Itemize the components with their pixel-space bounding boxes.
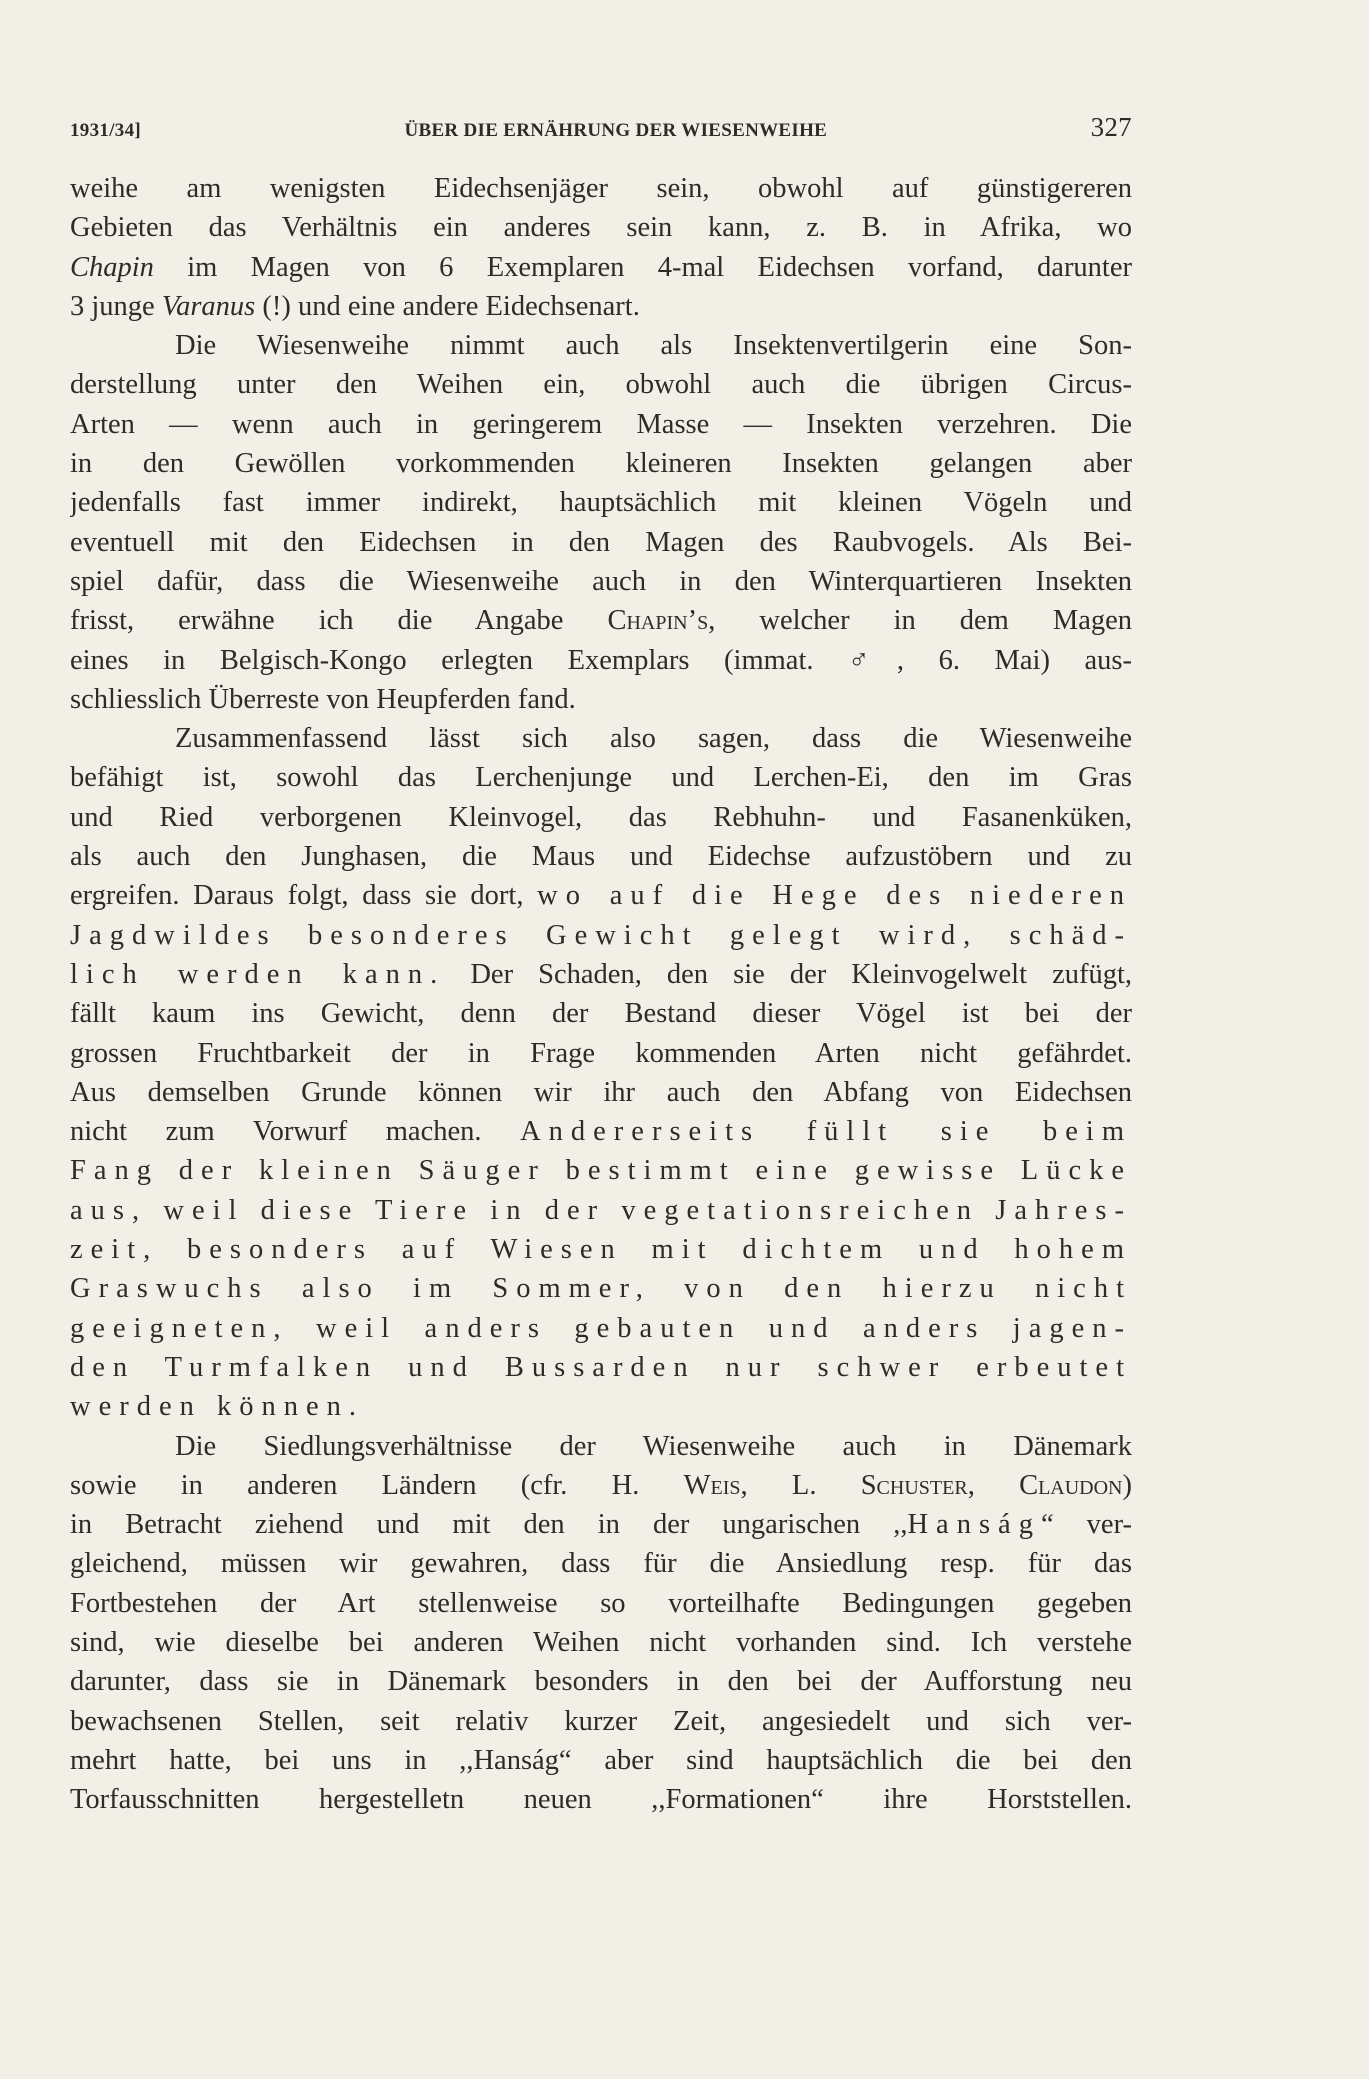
emphasized-text: zeit, besonders auf Wiesen mit dichtem und hohem — [70, 1234, 1132, 1266]
text-line — [70, 1151, 1132, 1190]
text-line — [70, 1230, 1132, 1269]
text-segment: weihe am wenigsten Eidechsenjäger sein, obwohl auf günstigereren — [70, 173, 1132, 204]
emphasized-text: geeigneten, weil anders gebauten und anders jagen- — [70, 1312, 1132, 1344]
text-line — [70, 680, 1132, 719]
header-volume: 1931/34] — [70, 120, 142, 141]
text-line — [70, 1191, 1132, 1230]
running-header — [70, 112, 1132, 143]
emphasized-text: aus, weil diese Tiere in der vegetationsreichen Jahres- — [70, 1194, 1132, 1226]
text-line — [70, 523, 1132, 562]
emphasized-text: Graswuchs also im Sommer, von den hierzu nicht — [70, 1273, 1132, 1305]
emphasized-text: Andererseits füllt sie beim — [520, 1116, 1132, 1148]
text-line — [70, 444, 1132, 483]
text-line — [70, 1623, 1132, 1662]
text-line — [70, 1073, 1132, 1112]
text-segment: nicht zum Vorwurf machen. — [70, 1116, 521, 1148]
text-line — [70, 1584, 1132, 1623]
text-line — [70, 1034, 1132, 1073]
header-title: ÜBER DIE ERNÄHRUNG DER WIESENWEIHE — [404, 120, 828, 141]
text-segment: Der Schaden, den sie der Kleinvogelwelt zufügt, — [445, 958, 1132, 990]
text-line — [70, 1544, 1132, 1583]
text-line — [70, 876, 1132, 915]
text-line — [70, 641, 1132, 680]
author-name: Schuster — [860, 1469, 968, 1501]
text-segment: (!) und eine andere Eidechsenart. — [255, 290, 640, 322]
text-line — [70, 1427, 1132, 1466]
text-segment: “ ver- — [1040, 1509, 1132, 1541]
emphasized-text: lich werden kann. — [70, 958, 446, 990]
text-segment: in den Gewöllen vorkommenden kleineren Insekten gelangen aber — [70, 448, 1132, 480]
italic-name: Chapin — [70, 251, 154, 283]
text-segment: als auch den Junghasen, die Maus und Eidechse aufzustöbern und zu — [70, 841, 1132, 873]
emphasized-text: werden können. — [70, 1391, 365, 1423]
text-segment: Die Wiesenweihe nimmt auch als Insektenvertilgerin eine Son- — [175, 330, 1132, 362]
text-segment: mehrt hatte, bei uns in ,,Hanság“ aber sind hauptsächlich die bei den — [70, 1744, 1132, 1776]
text-line — [70, 1348, 1132, 1387]
text-segment: fällt kaum ins Gewicht, denn der Bestand dieser Vögel ist bei der — [70, 998, 1132, 1030]
text-segment: Arten — wenn auch in geringerem Masse — Insekten verzehren. Die — [70, 408, 1132, 440]
text-segment: bewachsenen Stellen, seit relativ kurzer Zeit, angesiedelt und sich ver- — [70, 1705, 1132, 1737]
text-line — [70, 1112, 1132, 1151]
text-segment: jedenfalls fast immer indirekt, hauptsächlich mit kleinen Vögeln und — [70, 487, 1132, 519]
text-segment: grossen Fruchtbarkeit der in Frage kommenden Arten nicht gefährdet. — [70, 1037, 1132, 1069]
text-segment: ) — [1122, 1469, 1132, 1501]
text-segment: darunter, dass sie in Dänemark besonders in den bei der Aufforstung neu — [70, 1666, 1132, 1698]
text-segment: spiel dafür, dass die Wiesenweihe auch in den Winterquartieren Insekten — [70, 565, 1132, 597]
italic-name: Varanus — [161, 290, 256, 322]
author-name: Chapin’s — [607, 605, 709, 637]
text-segment: Gebieten das Verhältnis ein anderes sein kann, z. B. in Afrika, wo — [70, 212, 1132, 244]
text-segment: ergreifen. Daraus folgt, dass sie dort, — [70, 880, 538, 912]
text-line — [70, 1702, 1132, 1741]
text-line — [70, 365, 1132, 404]
text-line — [70, 287, 1132, 326]
body-text — [70, 169, 1132, 1819]
text-segment: Fortbestehen der Art stellenweise so vorteilhafte Bedingungen gegeben — [70, 1587, 1132, 1619]
text-line — [70, 955, 1132, 994]
text-line — [70, 601, 1132, 640]
text-segment: , L. — [740, 1469, 861, 1501]
page — [70, 112, 1132, 1819]
text-segment: Zusammenfassend lässt sich also sagen, dass die Wiesenweihe — [175, 723, 1132, 755]
emphasized-text: wo auf die Hege des niederen — [537, 880, 1132, 912]
text-line — [70, 169, 1132, 208]
text-line — [70, 994, 1132, 1033]
author-name: Claudon — [1019, 1469, 1123, 1501]
emphasized-text: den Turmfalken und Bussarden nur schwer erbeutet — [70, 1351, 1132, 1383]
text-line — [70, 798, 1132, 837]
text-line — [70, 1505, 1132, 1544]
text-segment: 3 junge — [70, 290, 162, 322]
text-segment: Die Siedlungsverhältnisse der Wiesenweihe auch in Dänemark — [175, 1430, 1132, 1462]
text-segment: Aus demselben Grunde können wir ihr auch den Abfang von Eidechsen — [70, 1076, 1132, 1108]
text-segment: Torfausschnitten hergestelletn neuen ,,Formationen“ ihre Horststellen. — [70, 1784, 1132, 1816]
text-segment: eines in Belgisch-Kongo erlegten Exemplars (immat. ♂, 6. Mai) aus- — [70, 644, 1132, 676]
text-segment: und Ried verborgenen Kleinvogel, das Rebhuhn- und Fasanenküken, — [70, 801, 1132, 833]
text-line — [70, 1780, 1132, 1819]
text-line — [70, 326, 1132, 365]
text-segment: in Betracht ziehend und mit den in der ungarischen ,, — [70, 1509, 908, 1541]
text-segment: sind, wie dieselbe bei anderen Weihen nicht vorhanden sind. Ich verstehe — [70, 1626, 1132, 1658]
text-line — [70, 248, 1132, 287]
text-line — [70, 1741, 1132, 1780]
text-segment: schliesslich Überreste von Heupferden fand. — [70, 683, 576, 715]
text-segment: sowie in anderen Ländern (cfr. H. — [70, 1469, 684, 1501]
text-segment: eventuell mit den Eidechsen in den Magen des Raubvogels. Als Bei- — [70, 526, 1132, 558]
emphasized-text: Jagdwildes besonderes Gewicht gelegt wird, schäd- — [70, 919, 1132, 951]
text-segment: derstellung unter den Weihen ein, obwohl auch die übrigen Circus- — [70, 369, 1132, 401]
text-segment: , — [967, 1469, 1020, 1501]
text-line — [70, 837, 1132, 876]
text-line — [70, 1269, 1132, 1308]
text-segment: , welcher in dem Magen — [708, 605, 1132, 637]
page-number: 327 — [1090, 112, 1132, 142]
text-line — [70, 1309, 1132, 1348]
text-segment: gleichend, müssen wir gewahren, dass für die Ansiedlung resp. für das — [70, 1548, 1132, 1580]
emphasized-text: Fang der kleinen Säuger bestimmt eine gewisse Lücke — [70, 1155, 1132, 1187]
text-line — [70, 405, 1132, 444]
text-line — [70, 758, 1132, 797]
text-line — [70, 483, 1132, 522]
text-line — [70, 719, 1132, 758]
text-segment: im Magen von 6 Exemplaren 4-mal Eidechsen vorfand, darunter — [153, 251, 1132, 283]
text-line — [70, 1387, 1132, 1426]
text-segment: befähigt ist, sowohl das Lerchenjunge und Lerchen-Ei, den im Gras — [70, 762, 1132, 794]
text-line — [70, 562, 1132, 601]
author-name: Weis — [683, 1469, 741, 1501]
text-segment: frisst, erwähne ich die Angabe — [70, 605, 608, 637]
text-line — [70, 916, 1132, 955]
text-line — [70, 1662, 1132, 1701]
text-line — [70, 1466, 1132, 1505]
text-line — [70, 208, 1132, 247]
emphasized-text: Hanság — [907, 1509, 1041, 1541]
